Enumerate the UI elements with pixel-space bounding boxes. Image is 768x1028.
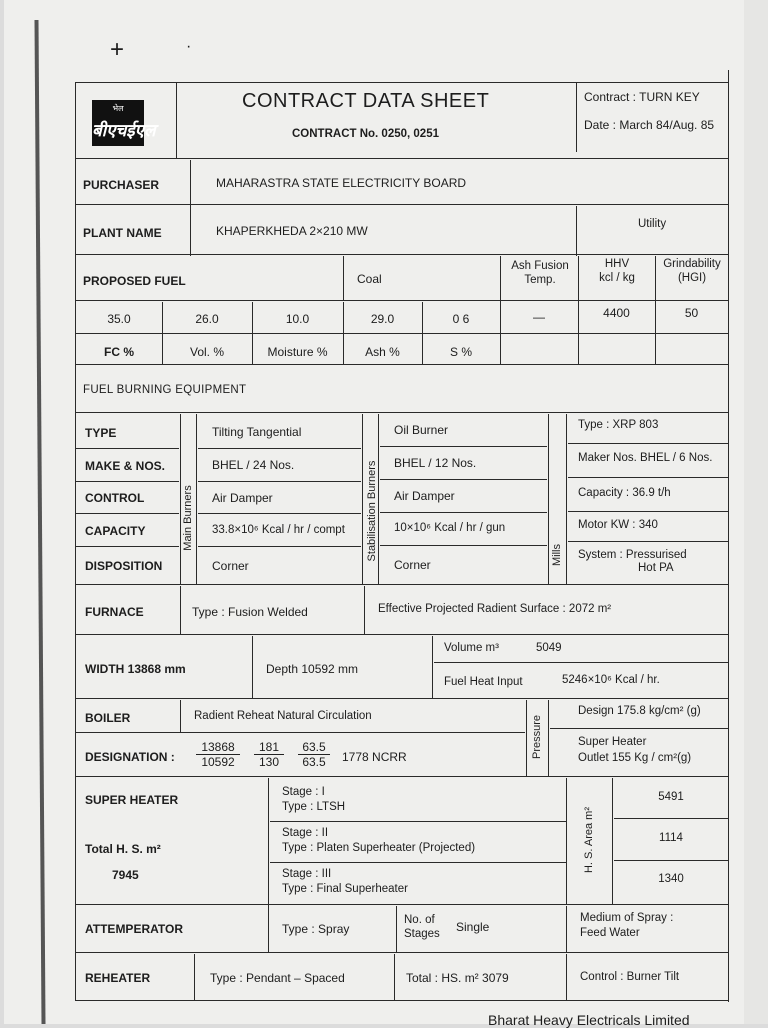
area-stage-3: 1340 (658, 873, 684, 885)
main-burner-make: BHEL / 24 Nos. (212, 458, 295, 472)
proposed-fuel-label: PROPOSED FUEL (83, 274, 186, 288)
rule (75, 300, 729, 301)
ash-fusion-value: — (533, 310, 545, 324)
designation-depth: 10592 (201, 755, 235, 769)
hhv-unit: kcl / kg (599, 272, 635, 284)
frame-right (728, 70, 729, 1002)
main-burner-capacity: 33.8×10⁶ Kcal / hr / compt (212, 524, 345, 536)
rule (75, 254, 729, 255)
contract-number: CONTRACT No. 0250, 0251 (292, 128, 439, 140)
rule (568, 511, 728, 512)
sulphur-label: S % (449, 345, 472, 359)
grindability-unit: (HGI) (677, 272, 707, 284)
rule (75, 546, 179, 547)
mill-capacity: Capacity : 36.9 t/h (578, 487, 671, 499)
rule (614, 860, 728, 861)
hs-area-label: H. S. Area m² (583, 806, 595, 874)
rule (75, 481, 179, 482)
rule (362, 414, 363, 584)
area-stage-2: 1114 (659, 832, 683, 844)
main-burners-label: Main Burners (182, 485, 194, 551)
ash-fusion-temp: Temp. (524, 274, 556, 286)
rule (75, 513, 179, 514)
rule (343, 256, 344, 300)
stab-burner-type: Oil Burner (394, 423, 449, 437)
plant-label: PLANT NAME (83, 226, 162, 240)
rule (75, 584, 729, 585)
rule (568, 541, 728, 542)
rule (75, 448, 179, 449)
designation-fraction-3-den: 63.5 (302, 755, 326, 769)
stage-3-type: Type : Final Superheater (282, 883, 408, 895)
designation-fraction-3-num: 63.5 (298, 740, 330, 755)
furnace-label: FURNACE (85, 605, 144, 619)
reheater-label: REHEATER (85, 971, 151, 985)
design-pressure: Design 175.8 kg/cm² (g) (578, 705, 701, 717)
mill-system-detail: Hot PA (638, 562, 674, 574)
rule (566, 414, 567, 584)
superheater-label: SUPER HEATER (85, 793, 179, 807)
document-title: CONTRACT DATA SHEET (242, 90, 490, 112)
attemperator-label: ATTEMPERATOR (85, 922, 183, 936)
mills-label: Mills (551, 544, 563, 566)
stages-count-label: No. of (404, 914, 435, 926)
purchaser-value: MAHARASTRA STATE ELECTRICITY BOARD (216, 176, 467, 190)
spray-medium-label: Medium of Spray : (580, 912, 674, 924)
designation-fraction-3 (298, 740, 330, 769)
main-burner-control: Air Damper (212, 491, 273, 505)
rule (548, 414, 549, 584)
rule (75, 634, 729, 635)
plant-value: KHAPERKHEDA 2×210 MW (216, 224, 368, 238)
heat-input-label: Fuel Heat Input (444, 676, 523, 688)
fuel-type: Coal (357, 272, 382, 286)
stabilisation-burners-label: Stabilisation Burners (366, 460, 378, 562)
reheater-control: Control : Burner Tilt (580, 971, 680, 983)
rule (380, 545, 547, 546)
total-hs-label: Total H. S. m² (85, 842, 161, 856)
rule (380, 479, 547, 480)
row-label-capacity: CAPACITY (85, 524, 146, 538)
frame-left (75, 82, 76, 1000)
bhel-logo: भेल बीएचईएल (92, 100, 144, 146)
hgi-value: 50 (684, 306, 699, 320)
volume-label: Volume m³ (444, 642, 499, 654)
total-hs-value: 7945 (112, 868, 139, 882)
stab-burner-disposition: Corner (394, 558, 431, 572)
designation-label: DESIGNATION : (85, 750, 175, 764)
stage-2-type: Type : Platen Superheater (Projected) (282, 842, 476, 854)
stab-burner-make: BHEL / 12 Nos. (394, 456, 477, 470)
designation-fraction-2 (254, 740, 284, 769)
stage-2: Stage : II (282, 827, 329, 839)
rule (434, 662, 728, 663)
rule (270, 862, 566, 863)
rule (548, 700, 549, 776)
rule (75, 333, 729, 334)
rule (75, 698, 729, 699)
utility-label: Utility (638, 218, 667, 230)
attemperator-type: Type : Spray (282, 922, 350, 936)
row-label-make: MAKE & NOS. (85, 459, 166, 473)
rule (198, 448, 361, 449)
rule (75, 732, 525, 733)
rule (380, 446, 547, 447)
volatile-label: Vol. % (189, 345, 225, 359)
handwritten-dot-mark: · (186, 38, 192, 55)
rule (380, 512, 547, 513)
mill-motor: Motor KW : 340 (578, 519, 658, 531)
rule (270, 821, 566, 822)
rule (396, 906, 397, 952)
designation-fraction-2-num: 181 (254, 740, 284, 755)
fuel-burning-equipment-title: FUEL BURNING EQUIPMENT (83, 384, 247, 396)
contract-type: Contract : TURN KEY (584, 90, 700, 104)
rule (378, 414, 379, 584)
stage-1: Stage : I (282, 786, 325, 798)
rule (176, 82, 177, 158)
rule (576, 82, 577, 152)
rule (75, 158, 729, 159)
area-stage-1: 5491 (658, 791, 684, 803)
moisture-label: Moisture % (267, 345, 328, 359)
stab-burner-capacity: 10×10⁶ Kcal / hr / gun (394, 522, 506, 534)
rule (75, 364, 729, 365)
rule (394, 954, 395, 1000)
rule (364, 586, 365, 634)
rule (196, 414, 197, 584)
rule (568, 443, 728, 444)
main-burner-disposition: Corner (212, 559, 249, 573)
handwritten-plus-mark: + (110, 36, 125, 63)
pressure-label: Pressure (531, 714, 543, 760)
rule (198, 481, 361, 482)
designation-width: 13868 (196, 740, 240, 755)
rule (190, 160, 191, 256)
rule (75, 952, 729, 953)
rule (180, 586, 181, 634)
moisture-value: 10.0 (285, 312, 310, 326)
ash-fusion-label: Ash Fusion (511, 260, 569, 272)
furnace-width: WIDTH 13868 mm (85, 662, 186, 676)
stages-count-label-2: Stages (404, 928, 440, 940)
designation-dimensions (196, 740, 240, 769)
row-label-type: TYPE (85, 426, 117, 440)
rule (576, 206, 577, 256)
rule (75, 904, 729, 905)
rule (75, 82, 729, 83)
volatile-value: 26.0 (195, 312, 219, 326)
rule (252, 636, 253, 698)
designation-fraction-2-den: 130 (258, 755, 280, 769)
stab-burner-control: Air Damper (394, 489, 455, 503)
hhv-label: HHV (604, 258, 630, 270)
heat-input-value: 5246×10⁶ Kcal / hr. (562, 674, 660, 686)
rule (550, 728, 728, 729)
ash-value: 29.0 (370, 312, 395, 326)
rule (180, 700, 181, 732)
stage-1-type: Type : LTSH (282, 801, 346, 813)
reheater-total: Total : HS. m² 3079 (406, 971, 509, 985)
rule (75, 204, 729, 205)
boiler-type: Radient Reheat Natural Circulation (194, 710, 372, 722)
rule (268, 778, 269, 952)
rule (75, 412, 729, 413)
furnace-eprs: Effective Projected Radient Surface : 2072 m² (378, 603, 612, 615)
page-edge (744, 0, 768, 1024)
fc-value: 35.0 (107, 312, 131, 326)
furnace-type: Type : Fusion Welded (192, 605, 308, 619)
ash-label: Ash % (365, 345, 400, 359)
sh-outlet-label: Super Heater (578, 736, 647, 748)
reheater-type: Type : Pendant – Spaced (210, 971, 345, 985)
sulphur-value: 0 6 (452, 312, 470, 326)
row-label-disposition: DISPOSITION (85, 559, 163, 573)
rule (566, 906, 567, 952)
rule (568, 477, 728, 478)
furnace-depth: Depth 10592 mm (266, 662, 359, 676)
fc-label: FC % (104, 345, 134, 359)
row-label-control: CONTROL (85, 491, 145, 505)
rule (566, 954, 567, 1000)
spray-medium-value: Feed Water (580, 927, 640, 939)
stages-count-value: Single (456, 920, 490, 934)
rule (526, 700, 527, 776)
rule (194, 954, 195, 1000)
main-burner-type: Tilting Tangential (212, 425, 302, 439)
designation-ncrr: 1778 NCRR (342, 750, 407, 764)
footer-company: Bharat Heavy Electricals Limited (488, 1012, 690, 1028)
purchaser-label: PURCHASER (83, 178, 160, 192)
hhv-value: 4400 (603, 306, 630, 320)
mill-type: Type : XRP 803 (578, 419, 659, 431)
rule (614, 818, 728, 819)
rule (432, 636, 433, 698)
mill-maker: Maker Nos. BHEL / 6 Nos. (578, 452, 713, 464)
grindability-label: Grindability (663, 258, 721, 270)
sh-outlet-pressure: Outlet 155 Kg / cm²(g) (578, 752, 692, 764)
rule (566, 778, 567, 904)
rule (75, 776, 729, 777)
mill-system: System : Pressurised (578, 549, 687, 561)
volume-value: 5049 (536, 642, 562, 654)
boiler-label: BOILER (85, 711, 131, 725)
contract-date: Date : March 84/Aug. 85 (584, 118, 715, 132)
rule (75, 1000, 729, 1001)
rule (198, 546, 361, 547)
rule (198, 513, 361, 514)
stage-3: Stage : III (282, 868, 332, 880)
